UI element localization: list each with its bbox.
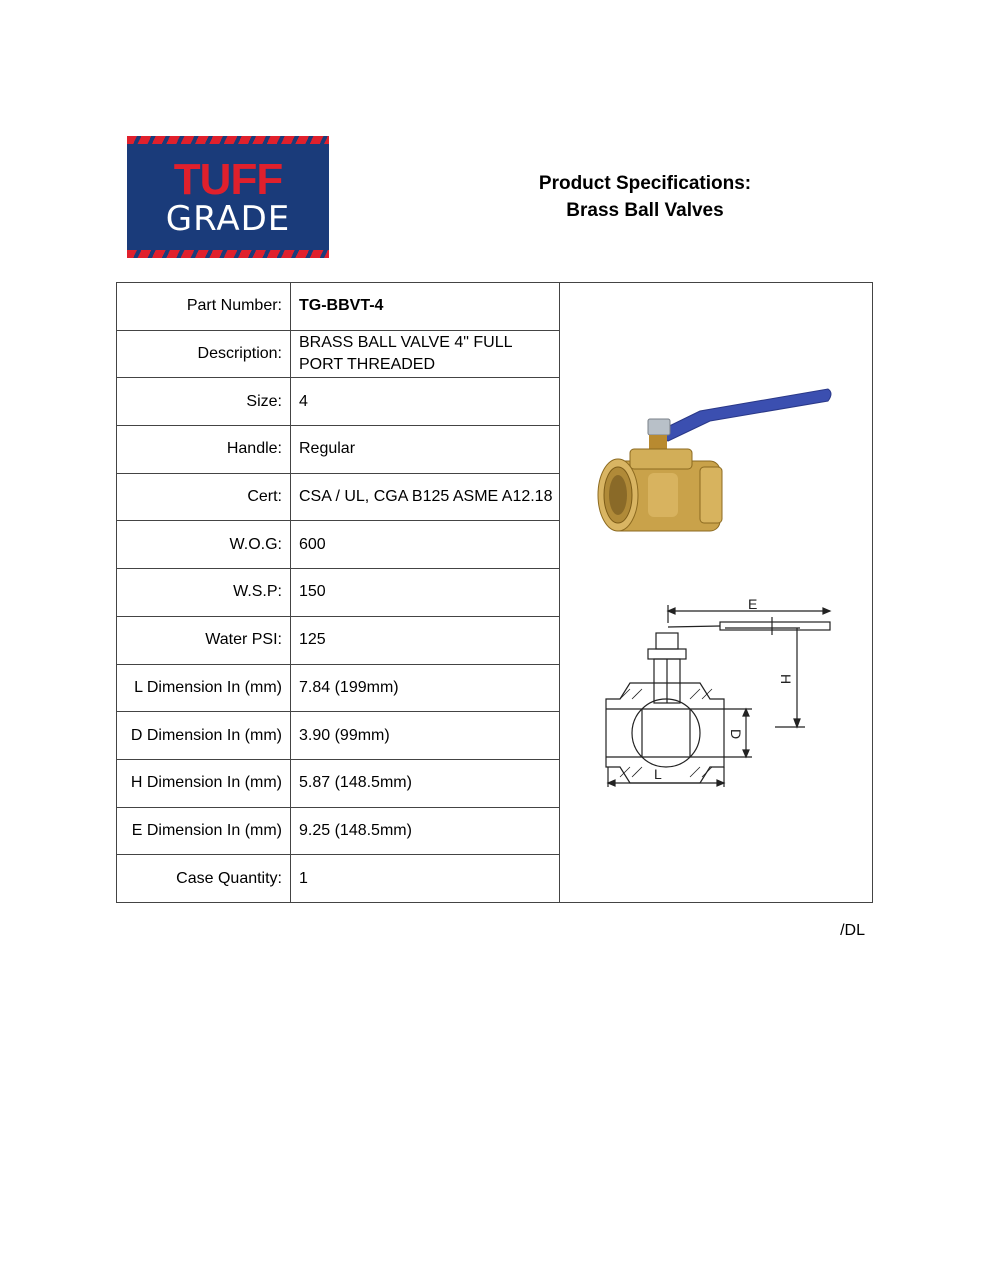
tuff-grade-logo: [127, 136, 329, 258]
spec-value: 7.84 (199mm): [291, 664, 560, 712]
spec-value: 600: [291, 521, 560, 569]
spec-value: 1: [291, 855, 560, 903]
title-line-1: Product Specifications:: [538, 173, 752, 194]
spec-value: 4: [291, 378, 560, 426]
spec-value: 5.87 (148.5mm): [291, 759, 560, 807]
valve-dimension-diagram: [606, 605, 830, 787]
spec-value: 9.25 (148.5mm): [291, 807, 560, 855]
spec-label: E Dimension In (mm): [117, 807, 291, 855]
spec-value: 150: [291, 569, 560, 617]
dimension-label-h: H: [778, 674, 794, 685]
logo-text-tuff: TUFF: [173, 155, 283, 204]
spec-row-part-number: [117, 283, 873, 331]
dimension-label-l: L: [654, 766, 662, 782]
spec-value: 3.90 (99mm): [291, 712, 560, 760]
spec-label: W.S.P:: [117, 569, 291, 617]
spec-label: D Dimension In (mm): [117, 712, 291, 760]
logo-stripe-top: [127, 136, 329, 144]
dimension-label-d: D: [728, 729, 744, 740]
valve-illustration: [560, 283, 872, 897]
spec-value: TG-BBVT-4: [291, 283, 560, 331]
product-image-cell: [560, 283, 873, 903]
title-line-2: Brass Ball Valves: [566, 200, 724, 221]
spec-label: Part Number:: [117, 283, 291, 331]
spec-label: Water PSI:: [117, 616, 291, 664]
logo-text-grade: GRADE: [165, 199, 291, 239]
spec-value: 125: [291, 616, 560, 664]
logo-stripe-bottom: [127, 250, 329, 258]
spec-label: Size:: [117, 378, 291, 426]
spec-label: W.O.G:: [117, 521, 291, 569]
spec-label: Case Quantity:: [117, 855, 291, 903]
spec-label: Cert:: [117, 473, 291, 521]
spec-value: Regular: [291, 426, 560, 474]
page-title: [500, 170, 790, 224]
spec-label: L Dimension In (mm): [117, 664, 291, 712]
footer-initials: /DL: [840, 922, 865, 939]
spec-label: Description:: [117, 330, 291, 378]
spec-label: Handle:: [117, 426, 291, 474]
spec-value: CSA / UL, CGA B125 ASME A12.18: [291, 473, 560, 521]
spec-value: BRASS BALL VALVE 4" FULL PORT THREADED: [291, 330, 560, 378]
spec-label: H Dimension In (mm): [117, 759, 291, 807]
dimension-label-e: E: [748, 596, 758, 612]
spec-table: [116, 282, 873, 903]
valve-photo-icon: [598, 389, 831, 531]
